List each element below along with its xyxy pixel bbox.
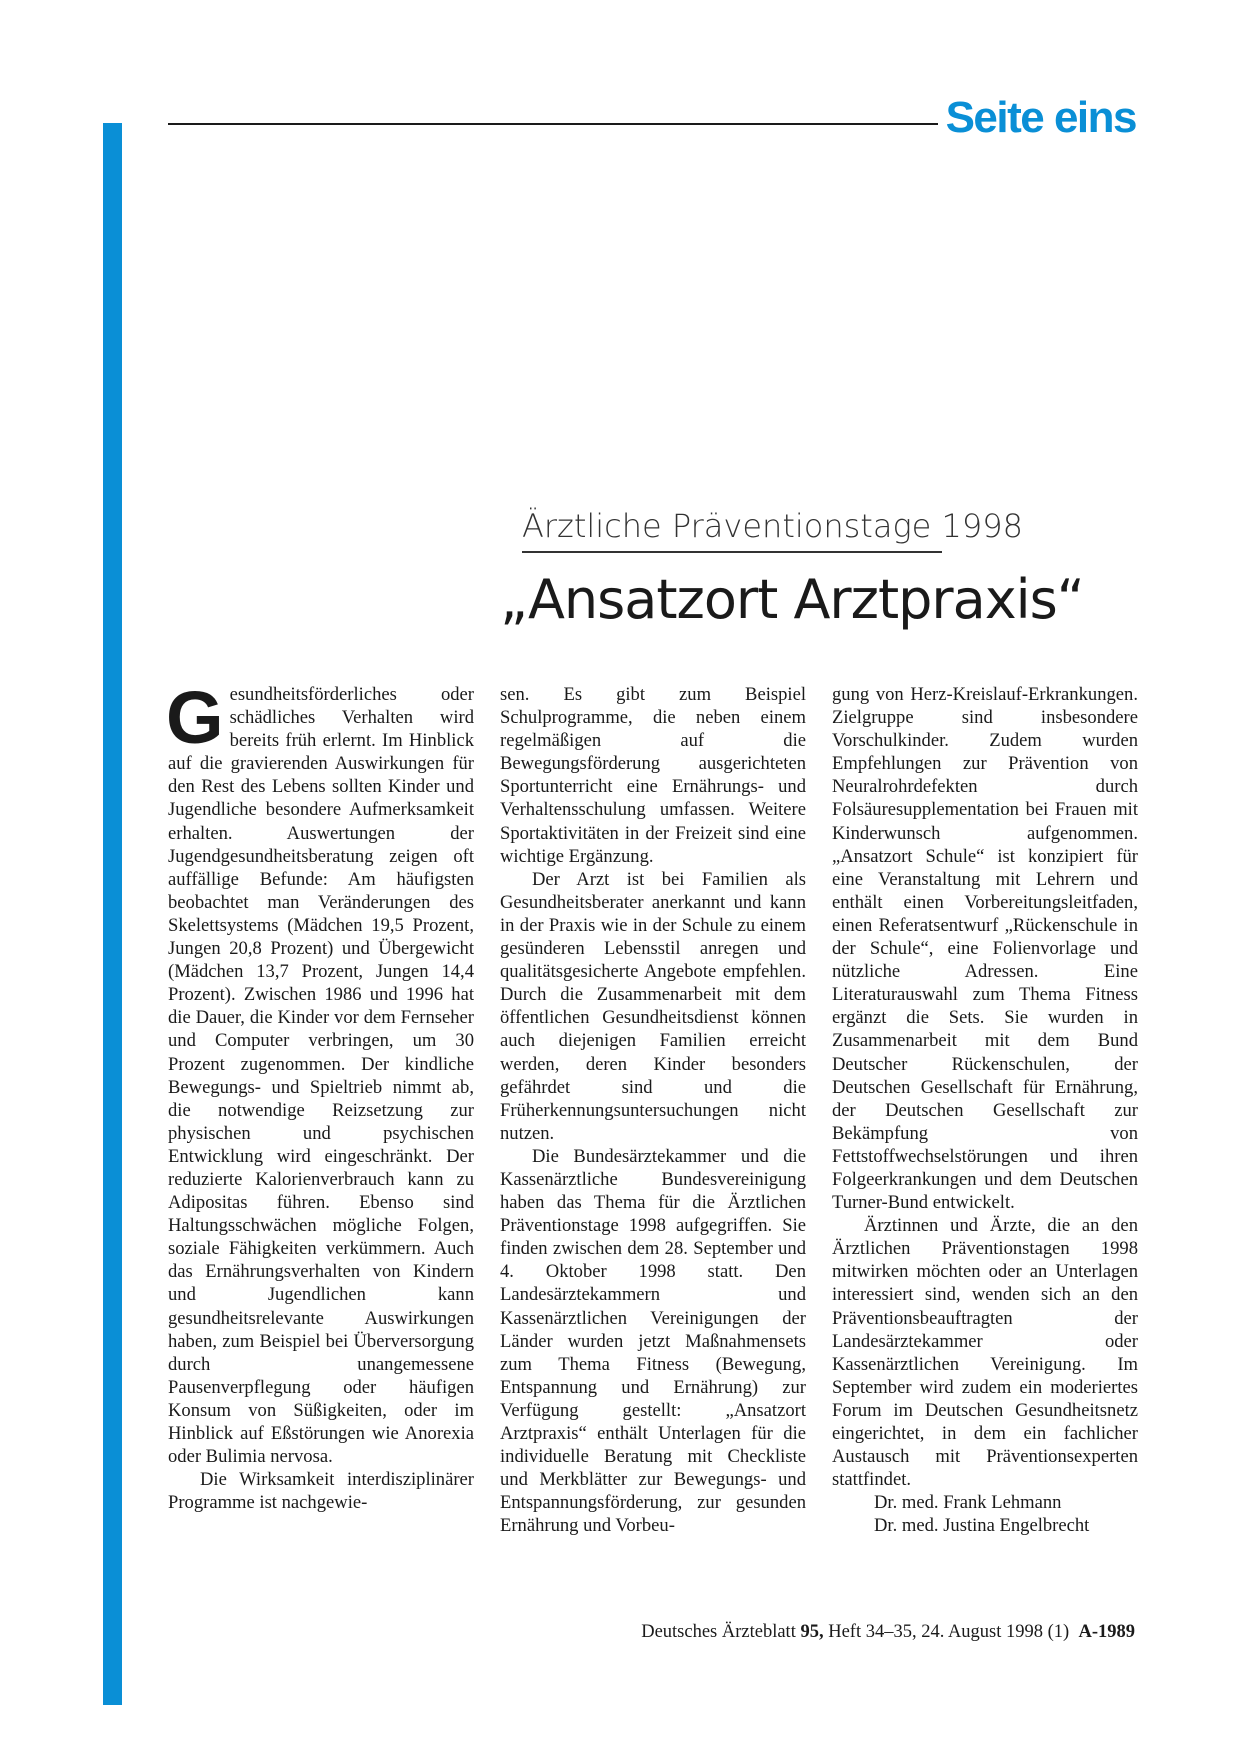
paragraph: Der Arzt ist bei Familien als Gesundheitsberater anerkannt und kann in der Praxis wie in der Schule zu einem gesünderen Lebensstil anregen und qualitätsgesicherte Angebote empfehlen. Durch die Zusammenarbeit mit dem öffentlichen Gesundheitsdienst können auch diejenigen Familien erreicht werden, deren Kinder besonders gefährdet sind und die Früherkennungsuntersuchungen nicht nutzen. bbox=[500, 868, 806, 1144]
text-column-3 bbox=[832, 683, 1138, 1537]
paragraph-text: esundheitsförderliches oder schädliches Verhalten wird bereits früh erlernt. Im Hinblick auf die gravierenden Auswirkungen für den Rest des Lebens sollten Kinder und Jugendliche besondere Aufmerksamkeit erhalten. Auswertungen der Jugendgesundheitsberatung zeigen oft auffällige Befunde: Am häufigsten beobachtet man Veränderungen des Skelettsystems (Mädchen 19,5 Prozent, Jungen 20,8 Prozent) und Übergewicht (Mädchen 13,7 Prozent, Jungen 14,4 Prozent). Zwischen 1986 und 1996 hat die Dauer, die Kinder vor dem Fernseher und Computer verbringen, um 30 Prozent zugenommen. Der kindliche Bewegungs- und Spieltrieb nimmt ab, die notwendige Reizsetzung zur physischen und psychischen Entwicklung wird eingeschränkt. Der reduzierte Kalorienverbrauch kann zu Adipositas führen. Ebenso sind Haltungsschwächen mögliche Folgen, soziale Fähigkeiten verkümmern. Auch das Ernährungsverhalten von Kindern und Jugendlichen kann gesundheitsrelevante Auswirkungen haben, zum Beispiel bei Überversorgung durch unangemessene Pausenverpflegung oder häufigen Konsum von Süßigkeiten, oder im Hinblick auf Eßstörungen wie Anorexia oder Bulimia nervosa. bbox=[168, 684, 474, 1468]
drop-cap: G bbox=[166, 676, 224, 759]
paragraph: gung von Herz-Kreislauf-Erkrankungen. Zielgruppe sind insbesondere Vorschulkinder. Zudem wurden Empfehlungen zur Prävention von Neuralrohrdefekten durch Folsäuresupplementation bei Frauen mit Kinderwunsch aufgenommen. „Ansatzort Schule“ ist konzipiert für eine Veranstaltung mit Lehrern und enthält einen Vorbereitungsleitfaden, einen Referatsentwurf „Rückenschule in der Schule“, eine Folienvorlage und nützliche Adressen. Eine Literaturauswahl zum Thema Fitness ergänzt die Sets. Sie wurden in Zusammenarbeit mit dem Bund Deutscher Rückenschulen, der Deutschen Gesellschaft für Ernährung, der Deutschen Gesellschaft zur Bekämpfung von Fettstoffwechselstörungen und ihren Folgeerkrankungen und dem Deutschen Turner-Bund entwickelt. bbox=[832, 684, 1138, 1214]
paragraph: Ärztinnen und Ärzte, die an den Ärztlichen Präventionstagen 1998 mitwirken möchten oder an Unterlagen interessiert sind, wenden sich an den Präventionsbeauftragten der Landesärztekammer oder Kassenärztlichen Vereinigung. Im September wird zudem ein moderiertes Forum im Deutschen Gesundheitsnetz eingerichtet, in dem ein fachlicher Austausch mit Präventionsexperten stattfindet. bbox=[832, 1215, 1138, 1491]
section-label: Seite eins bbox=[945, 93, 1136, 142]
text-column-1 bbox=[166, 676, 474, 1514]
volume-number: 95, bbox=[800, 1622, 824, 1642]
author-signature: Dr. med. Frank Lehmann bbox=[874, 1492, 1062, 1514]
issue-info: Heft 34–35, 24. August 1998 (1) bbox=[828, 1622, 1070, 1642]
journal-name: Deutsches Ärzteblatt bbox=[641, 1622, 796, 1642]
text-column-2 bbox=[500, 683, 806, 1537]
paragraph: Die Wirksamkeit interdisziplinärer Programme ist nachgewie- bbox=[168, 1469, 474, 1514]
article-headline: „Ansatzort Arztpraxis“ bbox=[500, 568, 1084, 631]
paragraph bbox=[166, 676, 474, 1468]
paragraph: Die Bundesärztekammer und die Kassenärztliche Bundesvereinigung haben das Thema für die Ärztlichen Präventionstage 1998 aufgegriffen. Sie finden zwischen dem 28. September und 4. Oktober 1998 statt. Den Landesärztekammern und Kassenärztlichen Vereinigungen der Länder wurden jetzt Maßnahmensets zum Thema Fitness (Bewegung, Entspannung und Ernährung) zur Verfügung gestellt: „Ansatzort Arztpraxis“ enthält Unterlagen für die individuelle Beratung mit Checkliste und Merkblätter zur Bewegungs- und Entspannungsförderung, zur gesunden Ernährung und Vorbeu- bbox=[500, 1145, 806, 1537]
page-footer bbox=[641, 1622, 1135, 1643]
header-rule bbox=[168, 123, 938, 125]
author-signature: Dr. med. Justina Engelbrecht bbox=[874, 1515, 1090, 1537]
margin-accent-bar bbox=[103, 123, 122, 1705]
page-number: A-1989 bbox=[1078, 1622, 1135, 1642]
article-kicker: Ärztliche Präventionstage 1998 bbox=[522, 508, 942, 553]
paragraph: sen. Es gibt zum Beispiel Schulprogramme, die neben einem regelmäßigen auf die Bewegungsförderung ausgerichteten Sportunterricht eine Ernährungs- und Verhaltensschulung umfassen. Weitere Sportaktivitäten in der Freizeit sind eine wichtige Ergänzung. bbox=[500, 684, 806, 867]
